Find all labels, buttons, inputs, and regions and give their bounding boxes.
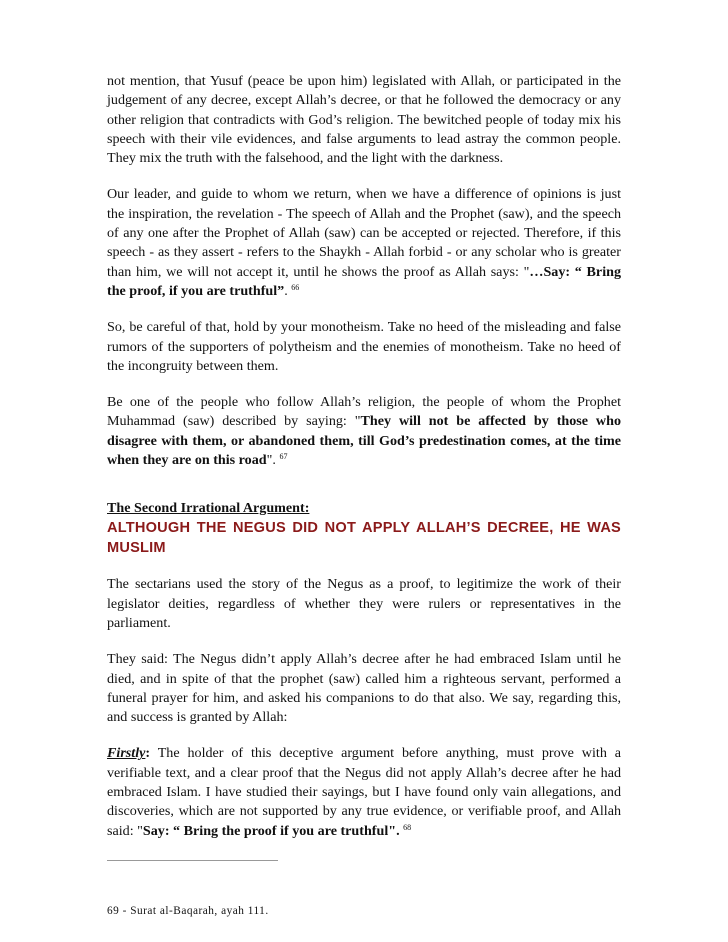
section-heading xyxy=(107,499,621,558)
paragraph-5 xyxy=(107,575,621,633)
paragraph-4-end: ". xyxy=(266,452,276,469)
firstly-label: Firstly xyxy=(107,745,146,762)
footnote-ref-66: 66 xyxy=(291,282,300,292)
document-body xyxy=(107,72,621,858)
paragraph-2 xyxy=(107,185,621,301)
footnote-separator xyxy=(107,860,278,861)
firstly-colon: : xyxy=(145,745,151,762)
paragraph-7-text: The holder of this deceptive argument before anything, must prove with a verifiable text, and a clear proof that the Negus did not apply Allah’s decree after he had embraced Islam. I have studied their sayings, but I have found only vain allegations, and discoveries, which are not supported by any true evidence, or verifiable proof, and Allah said: " xyxy=(107,745,621,839)
paragraph-1 xyxy=(107,72,621,168)
section-title: ALTHOUGH THE NEGUS DID NOT APPLY ALLAH’S DECREE, HE WAS MUSLIM xyxy=(107,520,621,557)
paragraph-1-text: not mention, that Yusuf (peace be upon him) legislated with Allah, or participated in the judgement of any decree, except Allah’s decree, or that he followed the democracy or any other religion that contradicts with God’s religion. The bewitched people of today mix his speech with their vile evidences, and false arguments to lead astray the common people. They mix the truth with the falsehood, and the light with the darkness. xyxy=(107,73,621,167)
footnote-ref-67: 67 xyxy=(279,452,288,462)
footnote: 69 - Surat al-Baqarah, ayah 111. xyxy=(107,905,269,917)
paragraph-3 xyxy=(107,318,621,376)
paragraph-4 xyxy=(107,393,621,470)
paragraph-2-quote: …Say: “ Bring the proof, if you are truthful” xyxy=(107,263,621,299)
paragraph-6-text: They said: The Negus didn’t apply Allah’s decree after he had embraced Islam until he died, and in spite of that the prophet (saw) called him a righteous servant, performed a funeral prayer for him, and asked his companions to do that also. We say, regarding this, and success is granted by Allah: xyxy=(107,651,621,726)
paragraph-2-end: . xyxy=(284,282,288,299)
paragraph-5-text: The sectarians used the story of the Negus as a proof, to legitimize the work of their legislator deities, regardless of whether they were rulers or representatives in the parliament. xyxy=(107,576,621,631)
paragraph-4-text: Be one of the people who follow Allah’s religion, the people of whom the Prophet Muhammad (saw) described by saying: " xyxy=(107,394,621,430)
footnote-ref-68: 68 xyxy=(403,822,412,832)
paragraph-4-quote: They will not be affected by those who disagree with them, or abandoned them, till God’s predestination comes, at the time when they are on this road xyxy=(107,413,621,469)
section-subheading: The Second Irrational Argument: xyxy=(107,500,310,517)
paragraph-3-text: So, be careful of that, hold by your monotheism. Take no heed of the misleading and false rumors of the supporters of polytheism and the enemies of monotheism. Take no heed of the incongruity between them. xyxy=(107,319,621,374)
paragraph-2-text: Our leader, and guide to whom we return, when we have a difference of opinions is just the inspiration, the revelation - The speech of Allah and the Prophet (saw), and the speech of any one after the Prophet of Allah (saw) can be accepted or rejected. Therefore, if this speech - as they assert - refers to the Shaykh - Allah forbid - or any scholar who is greater than him, we will not accept it, until he shows the proof as Allah says: " xyxy=(107,186,621,280)
paragraph-7 xyxy=(107,744,621,840)
paragraph-6 xyxy=(107,650,621,727)
paragraph-7-quote: Say: “ Bring the proof if you are truthful". xyxy=(142,822,400,839)
